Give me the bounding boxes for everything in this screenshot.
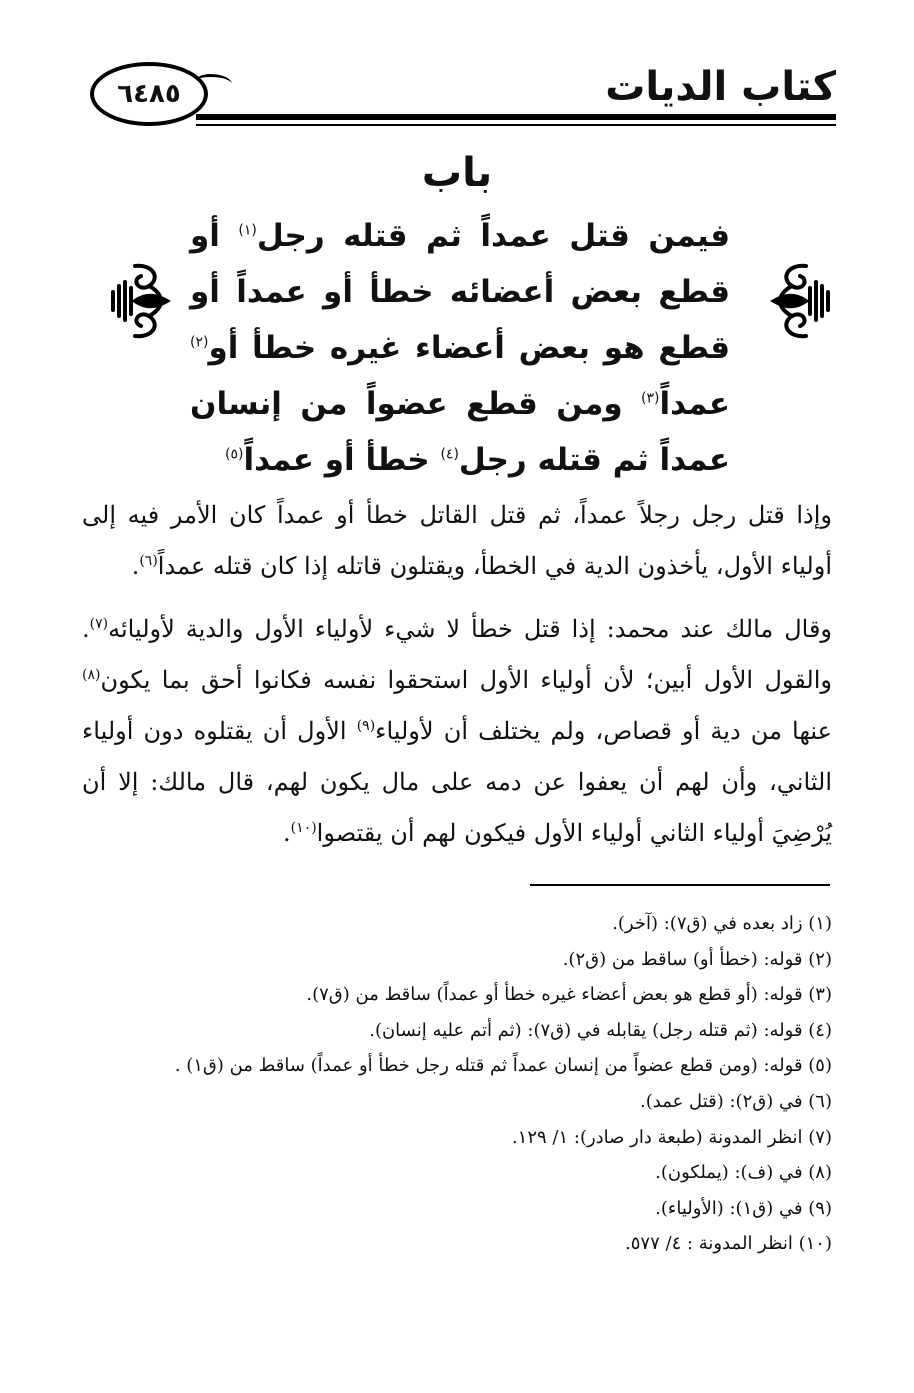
header-rule — [196, 114, 836, 120]
footnote: (١٠) انظر المدونة : ٤/ ٥٧٧. — [625, 1233, 832, 1255]
page-number-flourish — [196, 74, 232, 91]
footnote: (٥) قوله: (ومن قطع عضواً من إنسان عمداً ثم قتله رجل خطأ أو عمداً) ساقط من (ق١) . — [174, 1055, 832, 1077]
footnote: (٧) انظر المدونة (طبعة دار صادر): ١/ ١٢٩. — [511, 1126, 832, 1148]
chapter-label: باب — [421, 150, 493, 196]
footnote-separator — [530, 884, 830, 886]
footnotes-list — [82, 906, 832, 1262]
floral-ornament-icon — [105, 258, 175, 344]
footnote: (٨) في (ف): (يملكون). — [655, 1162, 832, 1184]
footnote: (٤) قوله: (ثم قتله رجل) يقابله في (ق٧): (ثم أتم عليه إنسان). — [369, 1019, 832, 1041]
header-rule-thin — [196, 124, 836, 126]
chapter-title: فيمن قتل عمداً ثم قتله رجل$^{(١)}$ أو قطع بعض أعضائه خطأ أو عمداً أو قطع هو بعض أعضاء غيره خطأ أو$^{(٢)}$ عمداً$^{(٣)}$ ومن قطع عضواً من إنسان عمداً ثم قتله رجل$^{(٤)}$ خطأ أو عمداً$^{(٥)}$ — [190, 218, 730, 478]
footnote: (٩) في (ق١): (الأولياء). — [655, 1197, 832, 1219]
footnote: (٣) قوله: (أو قطع هو بعض أعضاء غيره خطأ أو عمداً) ساقط من (ق٧). — [306, 984, 832, 1006]
footnote: (١) زاد بعده في (ق٧): (آخر). — [612, 913, 832, 934]
footnote: (٢) قوله: (خطأ أو) ساقط من (ق٢). — [562, 948, 832, 970]
body-paragraph: وإذا قتل رجل رجلاً عمداً، ثم قتل القاتل خطأ أو عمداً كان الأمر فيه إلى أولياء الأول، يأخذون الدية في الخطأ، ويقتلون قاتله إذا كان قتله عمداً$^{(٦)}$. — [82, 501, 832, 580]
floral-ornament-icon — [766, 258, 836, 344]
body-paragraph: وقال مالك عند محمد: إذا قتل خطأ لا شيء لأولياء الأول والدية لأوليائه$^{(٧)}$. والقول الأول أبين؛ لأن أولياء الأول استحقوا نفسه فكانوا أحق بما يكون$^{(٨)}$ عنها من دية أو قصاص، ولم يختلف أن لأولياء$^{(٩)}$ الأول أن يقتلوه دون أولياء الثاني، وأن لهم أن يعفوا عن دمه على مال يكون لهم، قال مالك: إلا أن يُرْضِيَ أولياء الثاني أولياء الأول فيكون لهم أن يقتصوا$^{(١٠)}$. — [82, 615, 832, 847]
footnote: (٦) في (ق٢): (قتل عمد). — [640, 1090, 832, 1112]
page-number-text: ٦٤٨٥ — [117, 79, 181, 109]
running-header-title: كتاب الديات — [605, 64, 836, 110]
page-number — [90, 62, 208, 126]
